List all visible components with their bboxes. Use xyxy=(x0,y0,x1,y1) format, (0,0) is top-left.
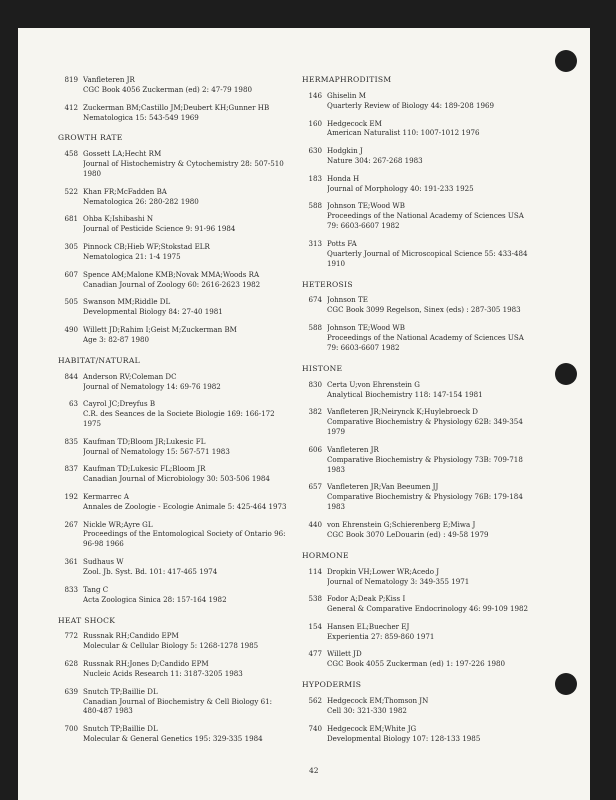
reference-entry xyxy=(302,649,547,669)
reference-authors: Nickle WR;Ayre GL xyxy=(83,519,153,529)
reference-authors: Dropkin VH;Lower WR;Acedo J xyxy=(327,566,440,576)
reference-authors: Johnson TE;Wood WB xyxy=(327,201,405,211)
reference-authors: Certa U;von Ehrenstein G xyxy=(327,379,420,389)
section xyxy=(302,280,547,353)
section-heading: GROWTH RATE xyxy=(58,133,123,143)
reference-citation: Canadian Journal of Zoology 60: 2616-2623 1982 xyxy=(83,279,261,289)
reference-authors: Ohba K;Ishibashi N xyxy=(83,214,154,224)
reference-authors: Johnson TE;Wood WB xyxy=(327,323,405,333)
reference-citation: CGC Book 4055 Zuckerman (ed) 1: 197-226 1980 xyxy=(327,659,506,669)
reference-number: 382 xyxy=(308,407,322,417)
section-heading: HETEROSIS xyxy=(302,279,353,289)
reference-entry xyxy=(58,187,303,207)
reference-authors: Johnson TE xyxy=(327,295,368,305)
reference-citation: Nematologica 21: 1-4 1975 xyxy=(83,251,181,261)
reference-entry xyxy=(58,325,303,345)
reference-number: 154 xyxy=(308,621,322,631)
reference-number: 607 xyxy=(64,269,78,279)
reference-authors: Cayrol JC;Dreyfus B xyxy=(83,399,156,409)
reference-authors: Vanfleteren JR xyxy=(83,75,135,84)
reference-entry xyxy=(58,631,303,651)
reference-citation: Nematologica 26: 280-282 1980 xyxy=(83,196,199,206)
reference-entry xyxy=(58,724,303,744)
reference-citation: General & Comparative Endocrinology 46: 99-109 1982 xyxy=(327,604,529,614)
reference-citation: 1980 xyxy=(83,169,102,179)
reference-authors: Tang C xyxy=(83,584,109,594)
reference-authors: Anderson RV;Coleman DC xyxy=(83,371,177,381)
reference-authors: Khan FR;McFadden BA xyxy=(83,186,167,196)
reference-citation: Analytical Biochemistry 118: 147-154 1981 xyxy=(327,389,483,399)
reference-entry xyxy=(58,520,303,550)
reference-number: 146 xyxy=(308,90,322,100)
reference-number: 562 xyxy=(308,696,322,706)
section xyxy=(302,680,547,743)
reference-entry xyxy=(302,91,547,111)
reference-entry xyxy=(302,445,547,475)
reference-citation: Quarterly Journal of Microscopical Science 55: 433-484 xyxy=(327,248,528,258)
reference-entry xyxy=(302,380,547,400)
reference-number: 412 xyxy=(64,102,78,112)
reference-entry xyxy=(302,295,547,315)
reference-entry xyxy=(58,437,303,457)
reference-entry xyxy=(58,585,303,605)
reference-citation: Proceedings of the Entomological Society of Ontario 96: xyxy=(83,529,286,539)
reference-entry xyxy=(302,594,547,614)
right-column xyxy=(302,75,547,751)
reference-citation: Zool. Jb. Syst. Bd. 101: 417-465 1974 xyxy=(83,566,218,576)
reference-entry xyxy=(302,407,547,437)
section xyxy=(302,364,547,540)
reference-entry xyxy=(58,464,303,484)
reference-citation: Journal of Morphology 40: 191-233 1925 xyxy=(327,183,474,193)
reference-citation: Molecular & Cellular Biology 5: 1268-1278 1985 xyxy=(83,641,259,651)
section-heading: HISTONE xyxy=(302,363,343,373)
reference-authors: Fodor A;Deak P;Kiss I xyxy=(327,594,406,604)
reference-citation: Age 3: 82-87 1980 xyxy=(83,334,150,344)
reference-entry xyxy=(58,492,303,512)
reference-citation: Nematologica 15: 543-549 1969 xyxy=(83,112,199,122)
reference-entry xyxy=(58,297,303,317)
reference-citation: Journal of Nematology 15: 567-571 1983 xyxy=(83,446,230,456)
section xyxy=(58,75,303,122)
reference-number: 700 xyxy=(64,724,78,734)
reference-number: 628 xyxy=(64,659,78,669)
binder-hole-middle xyxy=(555,363,577,385)
reference-entry xyxy=(302,174,547,194)
reference-number: 522 xyxy=(64,186,78,196)
reference-authors: Kermarrec A xyxy=(83,491,129,501)
reference-authors: von Ehrenstein G;Schierenberg E;Miwa J xyxy=(327,519,476,529)
reference-citation: Comparative Biochemistry & Physiology 62B: 349-354 xyxy=(327,417,523,427)
section xyxy=(302,551,547,670)
reference-entry xyxy=(58,242,303,262)
reference-authors: Hedgecock EM;Thomson JN xyxy=(327,696,429,706)
reference-authors: Sudhaus W xyxy=(83,557,124,567)
reference-number: 844 xyxy=(64,371,78,381)
reference-number: 458 xyxy=(64,149,78,159)
reference-authors: Kaufman TD;Bloom JR;Lukesic FL xyxy=(83,436,206,446)
reference-number: 588 xyxy=(308,201,322,211)
reference-entry xyxy=(302,622,547,642)
reference-number: 819 xyxy=(64,75,78,84)
reference-authors: Zuckerman BM;Castillo JM;Deubert KH;Gunner HB xyxy=(83,102,270,112)
reference-number: 183 xyxy=(308,173,322,183)
reference-entry xyxy=(58,214,303,234)
section-heading: HABITAT/NATURAL xyxy=(58,355,140,365)
reference-citation: Nature 304: 267-268 1983 xyxy=(327,156,423,166)
reference-entry xyxy=(58,557,303,577)
reference-entry xyxy=(302,567,547,587)
reference-citation: 1983 xyxy=(327,464,346,474)
reference-citation: Journal of Pesticide Science 9: 91-96 1984 xyxy=(83,224,236,234)
reference-authors: Swanson MM;Riddle DL xyxy=(83,297,171,307)
reference-number: 490 xyxy=(64,324,78,334)
reference-authors: Snutch TP;Baillie DL xyxy=(83,686,158,696)
reference-entry xyxy=(58,687,303,717)
reference-number: 606 xyxy=(308,444,322,454)
reference-entry xyxy=(302,482,547,512)
reference-number: 477 xyxy=(308,649,322,659)
reference-entry xyxy=(302,119,547,139)
reference-authors: Snutch TP;Baillie DL xyxy=(83,724,158,734)
reference-authors: Pinnock CB;Hieb WF;Stokstad ELR xyxy=(83,242,210,252)
reference-number: 630 xyxy=(308,146,322,156)
reference-number: 267 xyxy=(64,519,78,529)
reference-citation: 1979 xyxy=(327,427,346,437)
reference-authors: Gossett LA;Hecht RM xyxy=(83,149,162,159)
reference-citation: Canadian Journal of Biochemistry & Cell Biology 61: xyxy=(83,696,272,706)
reference-number: 538 xyxy=(308,594,322,604)
reference-authors: Vanfleteren JR;Van Beeumen JJ xyxy=(327,482,439,492)
reference-authors: Kaufman TD;Lukesic FL;Bloom JR xyxy=(83,464,206,474)
reference-authors: Willett JD;Rahim I;Geist M;Zuckerman BM xyxy=(83,324,237,334)
reference-citation: Journal of Nematology 3: 349-355 1971 xyxy=(327,576,470,586)
reference-citation: Molecular & General Genetics 195: 329-335 1984 xyxy=(83,734,263,744)
reference-number: 505 xyxy=(64,297,78,307)
reference-entry xyxy=(58,103,303,123)
reference-citation: Journal of Histochemistry & Cytochemistry 28: 507-510 xyxy=(83,159,284,169)
reference-citation: Nucleic Acids Research 11: 3187-3205 1983 xyxy=(83,668,243,678)
left-column xyxy=(58,75,303,752)
reference-entry xyxy=(58,659,303,679)
reference-number: 681 xyxy=(64,214,78,224)
reference-citation: C.R. des Seances de la Societe Biologie 169: 166-172 xyxy=(83,409,275,419)
reference-citation: Quarterly Review of Biology 44: 189-208 1969 xyxy=(327,100,495,110)
reference-entry xyxy=(302,520,547,540)
reference-citation: 480-487 1983 xyxy=(83,706,133,716)
reference-number: 192 xyxy=(64,491,78,501)
reference-citation: American Naturalist 110: 1007-1012 1976 xyxy=(327,128,480,138)
reference-citation: Proceedings of the National Academy of Sciences USA xyxy=(327,333,524,342)
page-number: 42 xyxy=(309,766,319,775)
section xyxy=(302,75,547,269)
reference-number: 313 xyxy=(308,238,322,248)
document-page xyxy=(18,28,590,800)
reference-number: 639 xyxy=(64,686,78,696)
reference-authors: Russnak RH;Jones D;Candido EPM xyxy=(83,659,209,669)
reference-citation: Canadian Journal of Microbiology 30: 503-506 1984 xyxy=(83,474,270,484)
reference-authors: Willett JD xyxy=(327,649,362,659)
reference-number: 305 xyxy=(64,242,78,252)
reference-entry xyxy=(58,149,303,179)
reference-citation: 96-98 1966 xyxy=(83,539,124,549)
reference-citation: Journal of Nematology 14: 69-76 1982 xyxy=(83,381,221,391)
reference-entry xyxy=(58,270,303,290)
reference-number: 160 xyxy=(308,118,322,128)
reference-citation: Developmental Biology 107: 128-133 1985 xyxy=(327,733,481,743)
reference-authors: Potts FA xyxy=(327,238,357,248)
section-heading: HEAT SHOCK xyxy=(58,615,116,625)
reference-entry xyxy=(302,201,547,231)
reference-authors: Ghiselin M xyxy=(327,90,366,100)
binder-hole-top xyxy=(555,50,577,72)
binder-hole-bottom xyxy=(555,673,577,695)
reference-number: 440 xyxy=(308,519,322,529)
reference-number: 63 xyxy=(68,399,78,409)
reference-authors: Hansen EL;Buecher EJ xyxy=(327,621,410,631)
reference-number: 835 xyxy=(64,436,78,446)
reference-number: 837 xyxy=(64,464,78,474)
reference-entry xyxy=(302,724,547,744)
reference-authors: Honda H xyxy=(327,173,360,183)
reference-citation: 1983 xyxy=(327,502,346,512)
section-heading: HYPODERMIS xyxy=(302,680,362,690)
reference-entry xyxy=(58,399,303,429)
reference-number: 114 xyxy=(308,566,322,576)
reference-entry xyxy=(58,372,303,392)
reference-number: 588 xyxy=(308,323,322,333)
reference-citation: CGC Book 4056 Zuckerman (ed) 2: 47-79 1980 xyxy=(83,84,252,94)
reference-number: 361 xyxy=(64,557,78,567)
reference-entry xyxy=(302,239,547,269)
section-heading: HERMAPHRODITISM xyxy=(302,75,392,84)
reference-citation: 1910 xyxy=(327,258,346,268)
reference-number: 740 xyxy=(308,723,322,733)
reference-authors: Russnak RH;Candido EPM xyxy=(83,631,179,641)
reference-citation: Proceedings of the National Academy of Sciences USA xyxy=(327,211,524,221)
reference-citation: Comparative Biochemistry & Physiology 76B: 179-184 xyxy=(327,492,523,502)
reference-citation: Annales de Zoologie - Ecologie Animale 5: 425-464 1973 xyxy=(83,501,287,511)
reference-authors: Hedgecock EM xyxy=(327,118,382,128)
section xyxy=(58,133,303,344)
section xyxy=(58,616,303,744)
reference-entry xyxy=(302,696,547,716)
reference-citation: CGC Book 3070 LeDouarin (ed) : 49-58 1979 xyxy=(327,529,489,539)
reference-entry xyxy=(58,75,303,95)
reference-authors: Hodgkin J xyxy=(327,146,363,156)
reference-authors: Spence AM;Malone KMB;Novak MMA;Woods RA xyxy=(83,269,260,279)
reference-citation: Cell 30: 321-330 1982 xyxy=(327,706,407,716)
reference-citation: CGC Book 3099 Regelson, Sinex (eds) : 287-305 1983 xyxy=(327,305,521,315)
reference-entry xyxy=(302,323,547,353)
reference-number: 674 xyxy=(308,295,322,305)
reference-citation: Experientia 27: 859-860 1971 xyxy=(327,631,435,641)
reference-number: 833 xyxy=(64,584,78,594)
reference-citation: 79: 6603-6607 1982 xyxy=(327,221,400,231)
section xyxy=(58,356,303,605)
reference-citation: 79: 6603-6607 1982 xyxy=(327,342,400,352)
reference-citation: Developmental Biology 84: 27-40 1981 xyxy=(83,307,223,317)
reference-number: 772 xyxy=(64,631,78,641)
reference-entry xyxy=(302,146,547,166)
reference-authors: Hedgecock EM;White JG xyxy=(327,723,417,733)
reference-citation: Comparative Biochemistry & Physiology 73B: 709-718 xyxy=(327,454,523,464)
reference-citation: Acta Zoologica Sinica 28: 157-164 1982 xyxy=(83,594,227,604)
reference-number: 657 xyxy=(308,482,322,492)
reference-authors: Vanfleteren JR;Neirynck K;Huylebroeck D xyxy=(327,407,478,417)
reference-citation: 1975 xyxy=(83,419,102,429)
reference-number: 830 xyxy=(308,379,322,389)
reference-authors: Vanfleteren JR xyxy=(327,444,379,454)
section-heading: HORMONE xyxy=(302,550,349,560)
